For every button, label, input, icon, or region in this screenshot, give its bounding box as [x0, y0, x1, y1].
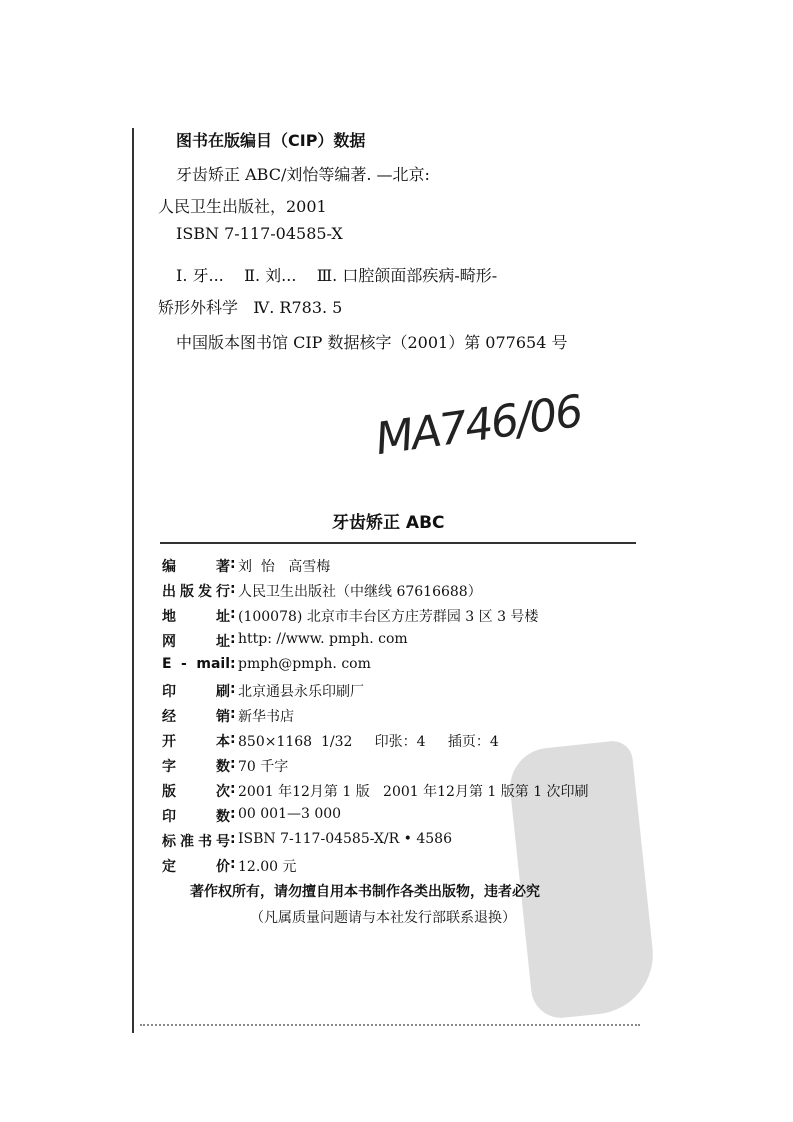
cip-line: 人民卫生出版社，2001 — [158, 197, 327, 216]
detail-label: 定价 — [162, 859, 230, 875]
detail-value: (100078) 北京市丰台区方庄芳群园 3 区 3 号楼 — [238, 609, 539, 625]
detail-label: 网址 — [162, 634, 230, 650]
colon: : — [230, 831, 236, 847]
detail-row — [162, 656, 371, 672]
detail-row — [162, 556, 330, 576]
detail-label: 编著 — [162, 559, 230, 575]
returns-notice: （凡属质量问题请与本社发行部联系退换） — [250, 910, 516, 926]
detail-row — [162, 706, 294, 726]
colon: : — [230, 631, 236, 647]
colon: : — [230, 681, 236, 697]
detail-row — [162, 606, 538, 626]
cip-line: 矫形外科学 Ⅳ. R783. 5 — [158, 298, 343, 317]
colon: : — [230, 856, 236, 872]
colon: : — [230, 556, 236, 572]
detail-value: 850×1168 1/32 印张：4 插页：4 — [238, 734, 499, 750]
cip-line: 牙齿矫正 ABC/刘怡等编著. —北京: — [176, 165, 430, 184]
cip-line: ISBN 7-117-04585-X — [176, 224, 343, 243]
detail-value: 刘 怡 高雪梅 — [238, 559, 331, 575]
bottom-dotted-line — [140, 1024, 640, 1026]
detail-row — [162, 681, 364, 701]
detail-value: 70 千字 — [238, 759, 289, 775]
colon: : — [230, 656, 236, 672]
detail-label: E - mail — [162, 656, 230, 672]
colon: : — [230, 706, 236, 722]
detail-label: 经销 — [162, 709, 230, 725]
detail-row — [162, 581, 482, 601]
detail-label: 出版发行 — [162, 584, 230, 600]
colon: : — [230, 606, 236, 622]
detail-label: 开本 — [162, 734, 230, 750]
detail-row — [162, 806, 341, 826]
margin-line — [132, 128, 134, 1033]
divider — [160, 542, 636, 544]
detail-label: 印刷 — [162, 684, 230, 700]
detail-label: 地址 — [162, 609, 230, 625]
detail-value: ISBN 7-117-04585-X/R • 4586 — [238, 831, 452, 847]
detail-value: http: //www. pmph. com — [238, 631, 408, 647]
colon: : — [230, 756, 236, 772]
detail-value: 00 001—3 000 — [238, 806, 342, 822]
detail-row — [162, 631, 408, 651]
detail-value: 12.00 元 — [238, 859, 297, 875]
detail-value: 新华书店 — [238, 709, 294, 725]
detail-value: 2001 年12月第 1 版 2001 年12月第 1 版第 1 次印刷 — [238, 784, 589, 800]
copyright-notice: 著作权所有，请勿擅自用本书制作各类出版物，违者必究 — [190, 884, 540, 900]
detail-row — [162, 831, 452, 851]
cip-line: 中国版本图书馆 CIP 数据核字（2001）第 077654 号 — [176, 333, 568, 352]
book-title: 牙齿矫正 ABC — [332, 513, 445, 533]
detail-value: 北京通县永乐印刷厂 — [238, 684, 364, 700]
detail-label: 字数 — [162, 759, 230, 775]
cip-line: Ⅰ. 牙... Ⅱ. 刘... Ⅲ. 口腔颌面部疾病-畸形- — [176, 266, 498, 285]
colon: : — [230, 581, 236, 597]
detail-value: pmph@pmph. com — [238, 656, 371, 672]
detail-row — [162, 781, 589, 801]
detail-label: 标准书号 — [162, 834, 230, 850]
handwritten-note: MA746/06 — [372, 385, 585, 466]
detail-row — [162, 756, 288, 776]
detail-value: 人民卫生出版社（中继线 67616688） — [238, 584, 482, 600]
colon: : — [230, 806, 236, 822]
detail-row — [162, 731, 499, 751]
detail-row — [162, 856, 297, 876]
colon: : — [230, 781, 236, 797]
colon: : — [230, 731, 236, 747]
detail-label: 印数 — [162, 809, 230, 825]
cip-heading: 图书在版编目（CIP）数据 — [176, 131, 366, 150]
detail-label: 版次 — [162, 784, 230, 800]
